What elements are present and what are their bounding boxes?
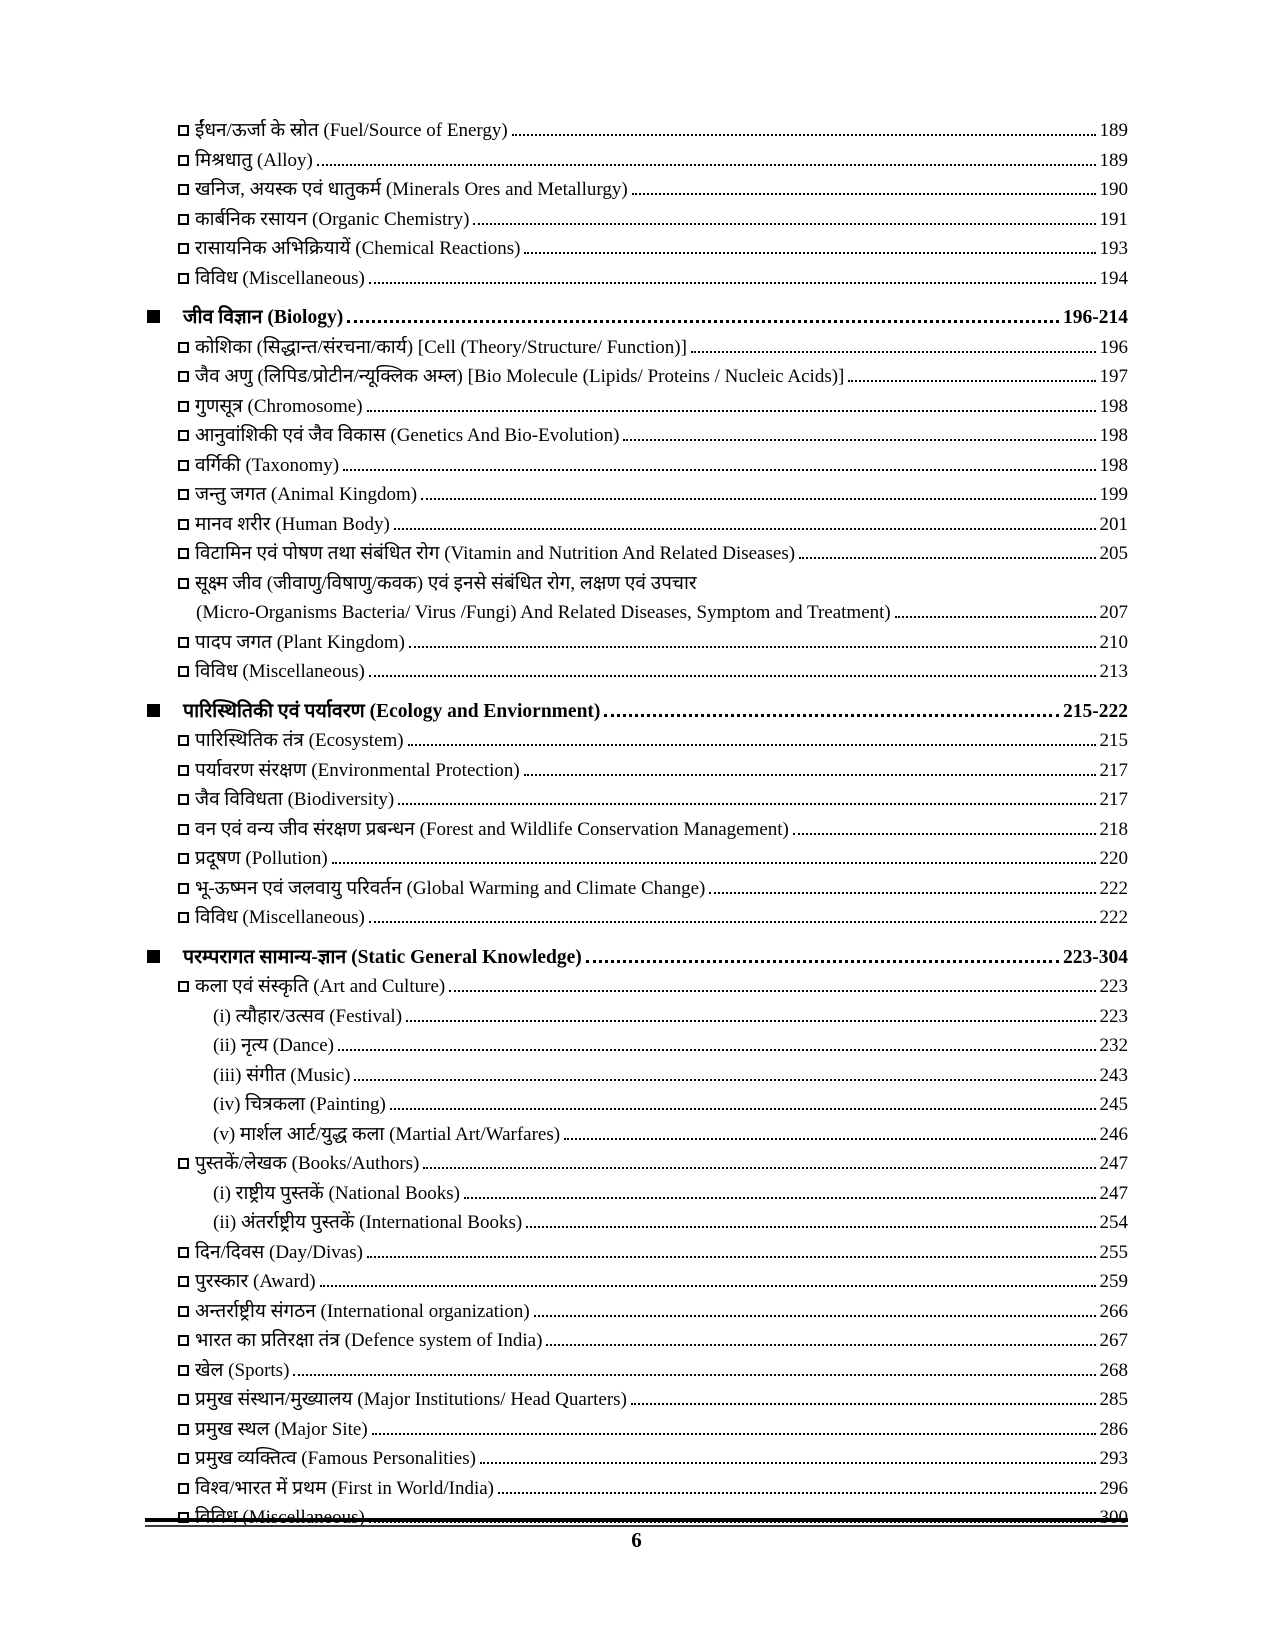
dot-leader	[524, 774, 1096, 776]
entry-label: परम्परागत सामान्य-ज्ञान (Static General Knowledge)	[183, 946, 582, 968]
toc-entry-row	[145, 421, 1128, 451]
hollow-square-icon	[178, 1306, 189, 1317]
dot-leader	[343, 469, 1095, 471]
toc-entry-row	[145, 972, 1128, 1002]
hollow-square-icon	[178, 794, 189, 805]
entry-label: कोशिका (सिद्धान्त/संरचना/कार्य) [Cell (Theory/Structure/ Function)]	[195, 336, 687, 358]
hollow-square-icon	[178, 1365, 189, 1376]
entry-page-number: 196-214	[1063, 307, 1128, 328]
toc-entry-row	[145, 726, 1128, 756]
hollow-square-icon	[178, 1158, 189, 1169]
hollow-square-icon	[178, 273, 189, 284]
toc-entry-row	[145, 874, 1128, 904]
entry-page-number: 246	[1099, 1123, 1128, 1145]
hollow-square-icon	[178, 666, 189, 677]
hollow-square-icon	[178, 981, 189, 992]
entry-label: जैव विविधता (Biodiversity)	[195, 789, 395, 810]
entry-label: रासायनिक अभिक्रियायें (Chemical Reactions)	[195, 238, 521, 259]
entry-page-number: 198	[1099, 454, 1128, 476]
dot-leader	[480, 1462, 1096, 1464]
toc-entry-row	[145, 451, 1128, 481]
entry-page-number: 194	[1099, 267, 1128, 289]
toc-entry-row	[145, 1208, 1128, 1238]
entry-label: (iv) चित्रकला (Painting)	[213, 1094, 386, 1115]
dot-leader	[848, 380, 1095, 382]
toc-entry-row	[145, 116, 1128, 146]
entry-label: भू-ऊष्मन एवं जलवायु परिवर्तन (Global Warming and Climate Change)	[195, 877, 706, 899]
footer-rule	[145, 1518, 1128, 1527]
entry-label: (ii) नृत्य (Dance)	[213, 1035, 334, 1056]
hollow-square-icon	[178, 401, 189, 412]
dot-leader	[408, 744, 1096, 746]
dot-leader	[372, 1433, 1096, 1435]
toc-entry-row	[145, 903, 1128, 933]
entry-page-number: 247	[1099, 1153, 1128, 1174]
entry-page-number: 191	[1099, 208, 1128, 230]
toc-entry-row	[145, 1385, 1128, 1415]
toc-entry-row	[145, 1267, 1128, 1297]
entry-label: पुस्तकें/लेखक (Books/Authors)	[195, 1153, 420, 1174]
entry-label: सूक्ष्म जीव (जीवाणु/विषाणु/कवक) एवं इनसे संबंधित रोग, लक्षण एवं उपचार	[195, 572, 697, 594]
toc-entry-row	[145, 1238, 1128, 1268]
hollow-square-icon	[178, 735, 189, 746]
dot-leader	[526, 1226, 1095, 1228]
entry-page-number: 254	[1099, 1212, 1128, 1233]
entry-label: विटामिन एवं पोषण तथा संबंधित रोग (Vitamin and Nutrition And Related Diseases)	[195, 543, 796, 564]
hollow-square-icon	[178, 1483, 189, 1494]
entry-page-number: 201	[1099, 513, 1128, 535]
hollow-square-icon	[178, 883, 189, 894]
entry-page-number: 259	[1099, 1271, 1128, 1292]
toc-entry-row	[145, 1474, 1128, 1504]
entry-label: मिश्रधातु (Alloy)	[195, 149, 313, 171]
entry-label: विश्व/भारत में प्रथम (First in World/India)	[195, 1477, 494, 1499]
entry-page-number: 215	[1099, 730, 1128, 751]
dot-leader	[347, 320, 1059, 323]
entry-page-number: 189	[1099, 120, 1128, 141]
toc-entry-row	[145, 1179, 1128, 1209]
dot-leader	[421, 498, 1095, 500]
toc-entry-row	[145, 785, 1128, 815]
entry-page-number: 223	[1099, 976, 1128, 997]
hollow-square-icon	[178, 460, 189, 471]
toc-entry-row	[145, 815, 1128, 845]
entry-label: विविध (Miscellaneous)	[195, 661, 365, 682]
entry-label: (Micro-Organisms Bacteria/ Virus /Fungi) And Related Diseases, Symptom and Treatment)	[196, 602, 891, 623]
toc-entry-row	[145, 1326, 1128, 1356]
dot-leader	[338, 1049, 1096, 1051]
entry-label: खेल (Sports)	[195, 1359, 290, 1381]
toc-entry-row	[145, 1120, 1128, 1150]
dot-leader	[498, 1492, 1096, 1494]
toc-entry-row	[145, 510, 1128, 540]
dot-leader	[332, 862, 1096, 864]
entry-label: विविध (Miscellaneous)	[195, 1507, 365, 1528]
entry-label: वर्गिकी (Taxonomy)	[195, 454, 340, 476]
toc-entry-row	[145, 1002, 1128, 1032]
entry-page-number: 222	[1099, 877, 1128, 899]
entry-page-number: 223	[1099, 1005, 1128, 1027]
entry-page-number: 198	[1099, 425, 1128, 446]
entry-page-number: 266	[1099, 1300, 1128, 1322]
toc-list	[145, 116, 1128, 1533]
entry-label: पर्यावरण संरक्षण (Environmental Protection)	[195, 759, 520, 781]
toc-entry-row	[145, 1415, 1128, 1445]
dot-leader	[534, 1315, 1096, 1317]
hollow-square-icon	[178, 519, 189, 530]
entry-page-number: 199	[1099, 484, 1128, 505]
filled-square-icon	[147, 310, 160, 323]
entry-page-number: 243	[1099, 1064, 1128, 1086]
entry-page-number: 223-304	[1063, 946, 1128, 968]
entry-label: वन एवं वन्य जीव संरक्षण प्रबन्धन (Forest and Wildlife Conservation Management)	[195, 818, 789, 840]
entry-page-number: 285	[1099, 1389, 1128, 1410]
toc-entry-row	[145, 1031, 1128, 1061]
entry-label: भारत का प्रतिरक्षा तंत्र (Defence system of India)	[195, 1330, 543, 1351]
hollow-square-icon	[178, 1335, 189, 1346]
entry-page-number: 268	[1099, 1359, 1128, 1381]
dot-leader	[631, 1403, 1096, 1405]
entry-label: पादप जगत (Plant Kingdom)	[195, 631, 405, 653]
toc-entry-row	[145, 205, 1128, 235]
dot-leader	[449, 990, 1095, 992]
hollow-square-icon	[178, 125, 189, 136]
page-number: 6	[631, 1528, 642, 1552]
entry-label: प्रमुख संस्थान/मुख्यालय (Major Institutions/ Head Quarters)	[195, 1389, 627, 1410]
entry-label: (i) राष्ट्रीय पुस्तकें (National Books)	[213, 1182, 460, 1204]
entry-page-number: 196	[1099, 336, 1128, 358]
dot-leader	[709, 892, 1095, 894]
hollow-square-icon	[178, 1394, 189, 1405]
entry-label: प्रमुख व्यक्तित्व (Famous Personalities)	[195, 1448, 476, 1469]
filled-square-icon	[147, 950, 160, 963]
hollow-square-icon	[178, 243, 189, 254]
entry-label: मानव शरीर (Human Body)	[195, 513, 390, 535]
entry-label: प्रदूषण (Pollution)	[195, 848, 328, 869]
entry-label: जन्तु जगत (Animal Kingdom)	[195, 484, 418, 505]
entry-label: खनिज, अयस्क एवं धातुकर्म (Minerals Ores and Metallurgy)	[195, 179, 628, 200]
hollow-square-icon	[178, 578, 189, 589]
toc-entry-row	[145, 1356, 1128, 1386]
dot-leader	[409, 646, 1096, 648]
entry-label: विविध (Miscellaneous)	[195, 267, 365, 289]
dot-leader	[512, 134, 1096, 136]
entry-label: कला एवं संस्कृति (Art and Culture)	[195, 976, 446, 997]
entry-label: पुरस्कार (Award)	[195, 1271, 316, 1292]
dot-leader	[423, 1167, 1095, 1169]
dot-leader	[354, 1079, 1095, 1081]
entry-page-number: 245	[1099, 1094, 1128, 1115]
entry-label: आनुवांशिकी एवं जैव विकास (Genetics And Bio-Evolution)	[195, 425, 620, 446]
hollow-square-icon	[178, 155, 189, 166]
dot-leader	[406, 1020, 1095, 1022]
entry-label: कार्बनिक रसायन (Organic Chemistry)	[195, 208, 470, 230]
entry-page-number: 293	[1099, 1448, 1128, 1469]
entry-label: ईंधन/ऊर्जा के स्रोत (Fuel/Source of Energy)	[195, 120, 508, 141]
dot-leader	[793, 833, 1096, 835]
dot-leader	[369, 282, 1096, 284]
dot-leader	[632, 193, 1096, 195]
toc-entry-row	[145, 1444, 1128, 1474]
entry-page-number: 205	[1099, 543, 1128, 564]
hollow-square-icon	[178, 824, 189, 835]
entry-label: विविध (Miscellaneous)	[195, 907, 365, 928]
entry-page-number: 222	[1099, 907, 1128, 928]
entry-label: (ii) अंतर्राष्ट्रीय पुस्तकें (International Books)	[213, 1212, 523, 1233]
hollow-square-icon	[178, 371, 189, 382]
entry-page-number: 210	[1099, 631, 1128, 653]
toc-entry-row	[145, 234, 1128, 264]
hollow-square-icon	[178, 765, 189, 776]
hollow-square-icon	[178, 184, 189, 195]
toc-entry-row	[145, 1090, 1128, 1120]
toc-entry-row	[145, 333, 1128, 363]
toc-entry-row	[145, 175, 1128, 205]
toc-entry-row	[145, 264, 1128, 294]
entry-page-number: 220	[1099, 848, 1128, 869]
hollow-square-icon	[178, 489, 189, 500]
dot-leader	[394, 528, 1096, 530]
dot-leader	[390, 1108, 1096, 1110]
dot-leader	[464, 1197, 1096, 1199]
dot-leader	[564, 1138, 1095, 1140]
dot-leader	[317, 164, 1096, 166]
toc-entry-row	[145, 569, 1128, 599]
entry-page-number: 189	[1099, 149, 1128, 171]
entry-page-number: 213	[1099, 661, 1128, 682]
hollow-square-icon	[178, 1247, 189, 1258]
dot-leader	[367, 1256, 1096, 1258]
entry-label: प्रमुख स्थल (Major Site)	[195, 1418, 368, 1440]
hollow-square-icon	[178, 637, 189, 648]
dot-leader	[604, 714, 1059, 717]
entry-page-number: 197	[1099, 366, 1128, 387]
hollow-square-icon	[178, 214, 189, 225]
entry-label: जैव अणु (लिपिड/प्रोटीन/न्यूक्लिक अम्ल) [Bio Molecule (Lipids/ Proteins / Nucleic Acids)]	[195, 366, 845, 387]
toc-entry-continuation-row	[145, 598, 1128, 628]
toc-section-row	[145, 697, 1128, 727]
entry-page-number: 300	[1099, 1507, 1128, 1528]
dot-leader	[623, 439, 1095, 441]
dot-leader	[369, 675, 1096, 677]
entry-page-number: 193	[1099, 238, 1128, 259]
hollow-square-icon	[178, 342, 189, 353]
toc-entry-row	[145, 480, 1128, 510]
dot-leader	[473, 223, 1095, 225]
hollow-square-icon	[178, 548, 189, 559]
entry-label: पारिस्थितिक तंत्र (Ecosystem)	[195, 730, 404, 751]
entry-page-number: 296	[1099, 1477, 1128, 1499]
toc-entry-row	[145, 1297, 1128, 1327]
hollow-square-icon	[178, 1276, 189, 1287]
entry-page-number: 217	[1099, 789, 1128, 810]
toc-entry-row	[145, 362, 1128, 392]
entry-label: गुणसूत्र (Chromosome)	[195, 395, 363, 417]
entry-label: जीव विज्ञान (Biology)	[183, 307, 344, 328]
dot-leader	[398, 803, 1095, 805]
dot-leader	[546, 1344, 1095, 1346]
entry-label: (iii) संगीत (Music)	[213, 1064, 351, 1086]
toc-entry-row	[145, 628, 1128, 658]
toc-entry-row	[145, 756, 1128, 786]
dot-leader	[367, 410, 1096, 412]
entry-page-number: 215-222	[1063, 700, 1128, 722]
entry-page-number: 286	[1099, 1418, 1128, 1440]
toc-entry-row	[145, 539, 1128, 569]
entry-page-number: 232	[1099, 1035, 1128, 1056]
toc-entry-row	[145, 392, 1128, 422]
toc-entry-row	[145, 657, 1128, 687]
hollow-square-icon	[178, 1453, 189, 1464]
toc-entry-row	[145, 146, 1128, 176]
toc-entry-row	[145, 1061, 1128, 1091]
entry-page-number: 255	[1099, 1241, 1128, 1263]
toc-section-row	[145, 943, 1128, 973]
toc-entry-row	[145, 844, 1128, 874]
dot-leader	[293, 1374, 1095, 1376]
entry-label: अन्तर्राष्ट्रीय संगठन (International organization)	[195, 1300, 530, 1322]
entry-page-number: 247	[1099, 1182, 1128, 1204]
toc-section-row	[145, 303, 1128, 333]
filled-square-icon	[147, 704, 160, 717]
dot-leader	[369, 921, 1096, 923]
entry-label: (v) मार्शल आर्ट/युद्ध कला (Martial Art/Warfares)	[213, 1123, 561, 1145]
hollow-square-icon	[178, 430, 189, 441]
entry-page-number: 190	[1099, 179, 1128, 200]
entry-page-number: 267	[1099, 1330, 1128, 1351]
hollow-square-icon	[178, 1424, 189, 1435]
dot-leader	[691, 351, 1096, 353]
dot-leader	[586, 960, 1059, 963]
dot-leader	[895, 616, 1096, 618]
entry-label: दिन/दिवस (Day/Divas)	[195, 1241, 363, 1263]
entry-label: पारिस्थितिकी एवं पर्यावरण (Ecology and Enviornment)	[183, 700, 601, 722]
entry-page-number: 218	[1099, 818, 1128, 840]
entry-label: (i) त्यौहार/उत्सव (Festival)	[213, 1005, 403, 1027]
toc-entry-row	[145, 1149, 1128, 1179]
entry-page-number: 217	[1099, 759, 1128, 781]
dot-leader	[799, 557, 1095, 559]
hollow-square-icon	[178, 853, 189, 864]
entry-page-number: 198	[1099, 395, 1128, 417]
dot-leader	[320, 1285, 1096, 1287]
hollow-square-icon	[178, 912, 189, 923]
dot-leader	[524, 252, 1095, 254]
entry-page-number: 207	[1099, 602, 1128, 623]
